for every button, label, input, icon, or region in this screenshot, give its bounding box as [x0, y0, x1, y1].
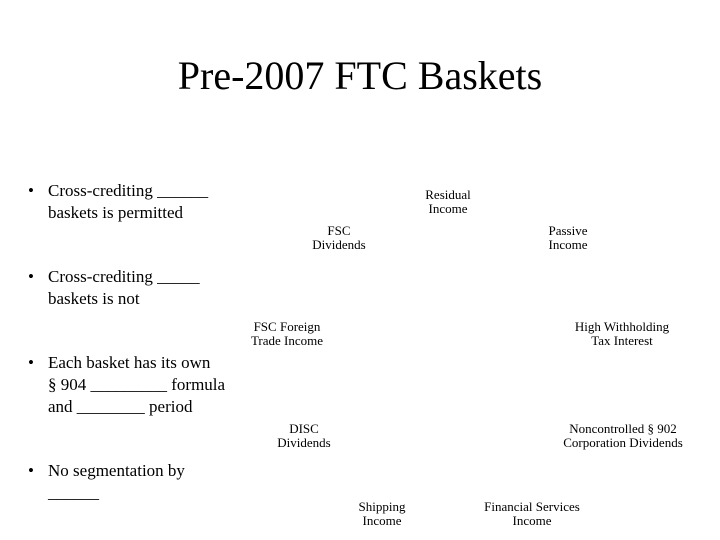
basket-label-line: Income	[428, 201, 468, 216]
basket-label-line: Dividends	[312, 237, 366, 252]
bullet-line: Cross-crediting ______	[48, 181, 209, 200]
bullet-marker: •	[28, 353, 34, 372]
basket-label-line: Noncontrolled § 902	[569, 421, 677, 436]
basket-label-line: FSC	[327, 223, 351, 238]
basket-residual-income	[398, 188, 498, 216]
basket-label-line: Trade Income	[250, 333, 324, 348]
slide-title: Pre-2007 FTC Baskets	[177, 53, 543, 98]
bullet-section-904-formula	[28, 352, 258, 418]
basket-fsc-foreign-trade-income	[227, 320, 347, 348]
basket-noncontrolled-902-dividends	[543, 422, 703, 450]
basket-label-line: Income	[512, 513, 552, 528]
bullet-line: and ________ period	[48, 397, 193, 416]
bullet-marker: •	[28, 267, 34, 286]
basket-label-line: FSC Foreign	[253, 319, 321, 334]
basket-label-line: Passive	[548, 223, 588, 238]
basket-fsc-dividends	[289, 224, 389, 252]
bullet-line: Each basket has its own	[48, 353, 211, 372]
basket-label-line: Income	[548, 237, 588, 252]
basket-label-line: Dividends	[277, 435, 331, 450]
basket-label-line: DISC	[289, 421, 319, 436]
basket-label-line: Shipping	[358, 499, 406, 514]
bullet-marker: •	[28, 181, 34, 200]
bullet-line: baskets is not	[48, 289, 140, 308]
basket-financial-services-income	[472, 500, 592, 528]
bullet-marker: •	[28, 461, 34, 480]
bullet-line: baskets is permitted	[48, 203, 184, 222]
basket-passive-income	[518, 224, 618, 252]
bullet-cross-crediting-permitted	[28, 180, 258, 224]
basket-disc-dividends	[254, 422, 354, 450]
bullet-line: No segmentation by	[48, 461, 185, 480]
bullet-line: ______	[48, 483, 99, 502]
basket-label-line: Corporation Dividends	[563, 435, 683, 450]
basket-label-line: Tax Interest	[591, 333, 653, 348]
basket-shipping-income	[332, 500, 432, 528]
bullet-line: Cross-crediting _____	[48, 267, 200, 286]
bullet-cross-crediting-not-permitted	[28, 266, 258, 310]
basket-label-line: Residual	[425, 187, 471, 202]
bullet-no-segmentation	[28, 460, 258, 504]
basket-label-line: High Withholding	[574, 319, 670, 334]
basket-high-withholding-tax-interest	[557, 320, 687, 348]
bullet-line: § 904 _________ formula	[48, 375, 226, 394]
basket-label-line: Financial Services	[484, 499, 580, 514]
basket-label-line: Income	[362, 513, 402, 528]
